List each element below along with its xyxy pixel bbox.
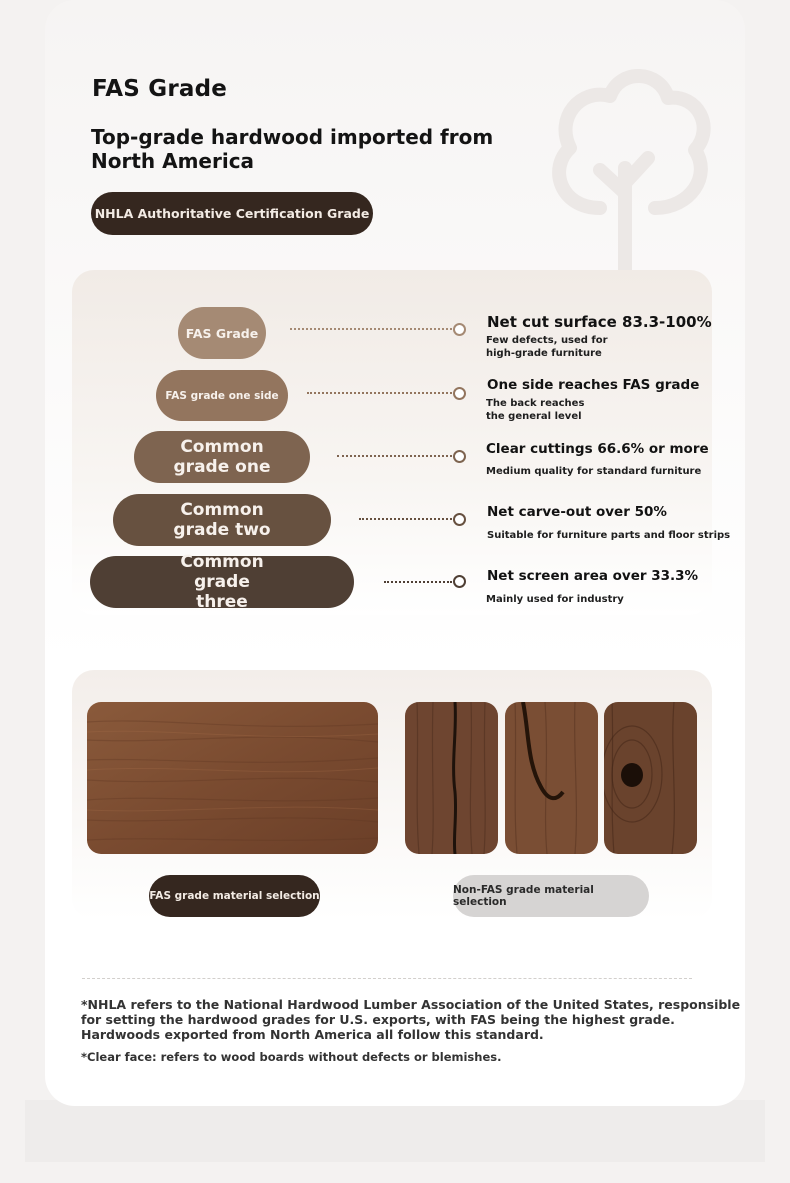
page-title: FAS Grade <box>92 76 228 102</box>
grade-pill-common-one: Common grade one <box>134 431 310 483</box>
grade-marker <box>453 323 466 336</box>
non-fas-selection-label: Non-FAS grade material selection <box>453 875 649 917</box>
grade-pill-fas-one-side: FAS grade one side <box>156 370 288 421</box>
grade-connector <box>359 518 452 520</box>
fas-selection-label: FAS grade material selection <box>149 875 320 917</box>
divider <box>82 978 692 979</box>
grade-pill-common-three: Common grade three <box>90 556 354 608</box>
grade-connector <box>307 392 452 394</box>
grade-title: Net cut surface 83.3-100% <box>487 313 712 331</box>
fas-wood-image <box>87 702 378 854</box>
grade-pill-common-two: Common grade two <box>113 494 331 546</box>
grade-marker <box>453 513 466 526</box>
grade-pill-fas: FAS Grade <box>178 307 266 359</box>
grade-description: The back reaches the general level <box>486 398 585 422</box>
certification-badge: NHLA Authoritative Certification Grade <box>91 192 373 235</box>
grade-title: Net carve-out over 50% <box>487 504 667 520</box>
non-fas-wood-image-defect <box>505 702 598 854</box>
grade-description: Medium quality for standard furniture <box>486 466 702 477</box>
grade-description: Few defects, used for high-grade furniture <box>486 335 608 359</box>
grade-connector <box>337 455 452 457</box>
grade-connector <box>384 581 452 583</box>
page-bottom-band <box>25 1100 765 1162</box>
footnote-clear-face: *Clear face: refers to wood boards without defects or blemishes. <box>81 1050 502 1064</box>
grade-marker <box>453 575 466 588</box>
grade-connector <box>290 328 452 330</box>
grade-title: One side reaches FAS grade <box>487 377 700 393</box>
grade-marker <box>453 387 466 400</box>
non-fas-wood-image-crack <box>405 702 498 854</box>
footnote-nhla: *NHLA refers to the National Hardwood Lumber Association of the United States, responsible for setting the hardwood grades for U.S. exports, with FAS being the highest grade. Hardwoods exported from North America all follow this standard. <box>81 997 741 1042</box>
grade-description: Suitable for furniture parts and floor strips <box>487 530 731 541</box>
grade-marker <box>453 450 466 463</box>
grade-title: Net screen area over 33.3% <box>487 568 699 584</box>
grade-title: Clear cuttings 66.6% or more <box>486 441 709 457</box>
grade-description: Mainly used for industry <box>486 594 624 605</box>
non-fas-wood-image-knot <box>604 702 697 854</box>
page-subtitle: Top-grade hardwood imported from North America <box>91 125 494 173</box>
